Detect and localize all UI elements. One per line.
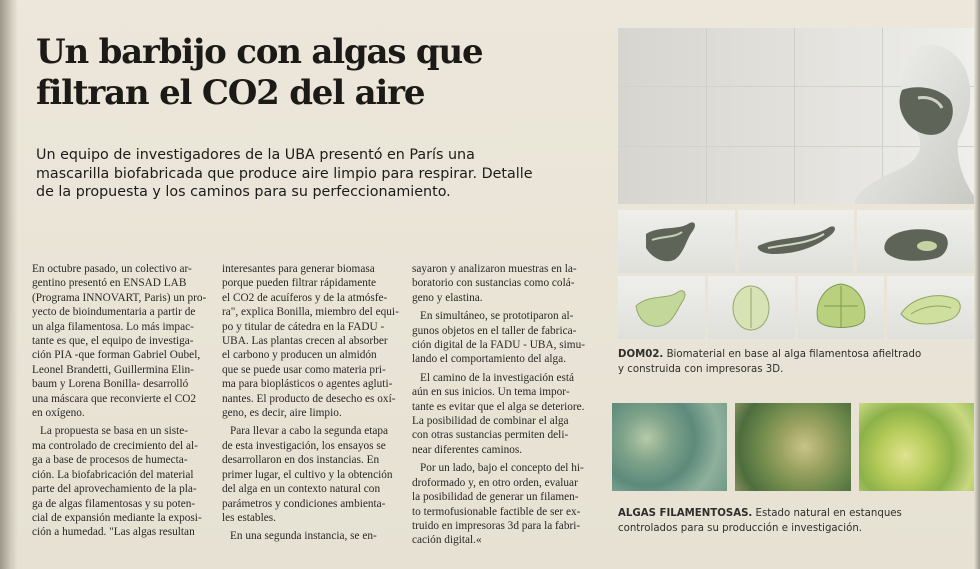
text-line: cación digital.« [412,534,482,547]
text-line: aún en sus inicios. Un tema impor- [412,386,570,399]
algae-photo-3 [859,403,974,491]
page-fold-shadow [0,0,18,569]
mask-green-front [798,276,885,339]
algae-photos [612,403,974,491]
text-line: desarrollaron en dos instancias. En [222,454,380,467]
mask-render-front [857,210,974,273]
text-line: ga de algas filamentosas y su poten- [32,497,196,510]
paragraph [222,529,414,543]
text-line: cial de expansión mediante la exposi- [32,511,202,524]
mask-render-row-dark [618,210,974,273]
paragraph [412,309,604,367]
text-line: droformado y, en otro orden, evaluar [412,476,578,489]
text-line: geno y elastina. [412,291,483,304]
mask-green-top [708,276,795,339]
headline-line-2: filtran el CO2 del aire [36,73,425,113]
text-line: to termofusionable factible de ser ex- [412,505,581,518]
caption-algas [618,507,902,536]
headline-line-1: Un barbijo con algas que [36,32,483,72]
page-edge-shadow [974,0,980,569]
paragraph [412,371,604,457]
mask-green-side [618,276,705,339]
text-line: un alga filamentosa. Lo más impac- [32,320,194,333]
mask-green-angle [887,276,974,339]
mask-render-side [618,210,735,273]
text-line: en oxígeno. [32,407,85,420]
paragraph [222,424,414,525]
text-line: tante es evitar que el alga se deteriore. [412,400,585,413]
lead-line-2: mascarilla biofabricada que produce aire limpio para respirar. Detalle [36,165,533,182]
text-line: gentino presentó en ENSAD LAB [32,277,187,290]
text-line: Por un lado, bajo el concepto del hi- [420,462,584,475]
text-line: ra", explica Bonilla, miembro del equi- [222,306,399,319]
text-line: La posibilidad de combinar el alga [412,415,569,428]
body-column-3 [412,262,604,552]
text-line: ción a humedad. "Las algas resultan [32,526,195,539]
text-line: En simultáneo, se prototiparon al- [420,310,574,323]
caption-algas-label: ALGAS FILAMENTOSAS. [618,508,753,519]
caption-dom02-line-1: Biomaterial en base al alga filamentosa afieltrado [666,349,922,360]
body-column-2 [222,262,414,548]
caption-algas-line-1: Estado natural en estanques [755,508,902,519]
text-line: ma para bioplásticos o agentes agluti- [222,378,393,391]
paragraph [32,262,224,420]
algae-photo-2 [735,403,850,491]
text-line: ción PIA -que forman Gabriel Oubel, [32,349,201,362]
paragraph [412,461,604,547]
text-line: de esta investigación, los ensayos se [222,439,386,452]
text-line: (Programa INNOVART, Paris) un pro- [32,291,207,304]
text-line: porque pueden filtrar rápidamente [222,277,377,290]
mannequin-mask-photo [618,28,974,204]
text-line: El camino de la investigación está [420,371,575,384]
text-line: del alga en un contexto natural con [222,483,381,496]
text-line: UBA. Las plantas crecen al absorber [222,335,388,348]
text-line: Para llevar a cabo la segunda etapa [230,425,389,438]
text-line: gunos objetos en el taller de fabrica- [412,324,577,337]
text-line: ción. La biofabricación del material [32,468,194,481]
text-line: truido en impresoras 3d para la fabri- [412,519,581,532]
text-line: geno, es decir, aire limpio. [222,407,342,420]
text-line: con otras sustancias permiten deli- [412,429,569,442]
text-line: Leonel Brandetti, Guillermina Elin- [32,363,194,376]
text-line: baum y Lorena Bonilla- desarrolló [32,378,189,391]
text-line: po y titular de cátedra en la FADU - [222,320,385,333]
text-line: ga a base de procesos de humecta- [32,454,188,467]
paragraph [222,262,414,420]
article-lead [36,146,596,202]
lead-line-1: Un equipo de investigadores de la UBA presentó en París una [36,147,475,163]
text-line: near diferentes caminos. [412,443,523,456]
body-column-1 [32,262,224,544]
text-line: una máscara que reconvierte el CO2 [32,392,197,405]
caption-dom02-label: DOM02. [618,349,664,360]
text-line: el CO2 de acuíferos y de la atmósfe- [222,291,388,304]
text-line: parámetros y condiciones ambienta- [222,497,386,510]
text-line: parte del aprovechamiento de la pla- [32,483,197,496]
text-line: que se puede usar como materia pri- [222,363,386,376]
mask-render-profile [738,210,855,273]
article-headline [36,32,482,114]
text-line: ma controlado de crecimiento del al- [32,439,198,452]
text-line: la posibilidad de generar un filamen- [412,491,579,504]
lead-line-3: de la propuesta y los caminos para su perfeccionamiento. [36,184,451,200]
text-line: el carbono y producen un almidón [222,349,377,362]
caption-dom02-line-2: y construida con impresoras 3D. [618,363,784,375]
algae-photo-1 [612,403,727,491]
text-line: interesantes para generar biomasa [222,263,375,275]
text-line: les estables. [222,511,276,524]
mask-render-row-green [618,276,974,339]
paragraph [412,262,604,305]
text-line: ción digital de la FADU - UBA, simu- [412,339,585,352]
text-line: En octubre pasado, un colectivo ar- [32,263,192,275]
text-line: nantes. El producto de desecho es oxí- [222,392,396,405]
text-line: tante es que, el equipo de investiga- [32,335,194,348]
text-line: boratorio con sustancias como colá- [412,277,575,290]
paragraph [32,424,224,539]
caption-algas-line-2: controlados para su producción e investigación. [618,522,863,534]
text-line: sayaron y analizaron muestras en la- [412,263,577,275]
text-line: yecto de bioindumentaria a partir de [32,306,196,319]
text-line: La propuesta se basa en un siste- [40,425,189,438]
text-line: En una segunda instancia, se en- [230,530,377,543]
text-line: lando el comportamiento del alga. [412,353,567,366]
caption-dom02 [618,348,921,377]
text-line: primer lugar, el cultivo y la obtención [222,468,393,481]
mannequin-illustration [618,28,974,204]
